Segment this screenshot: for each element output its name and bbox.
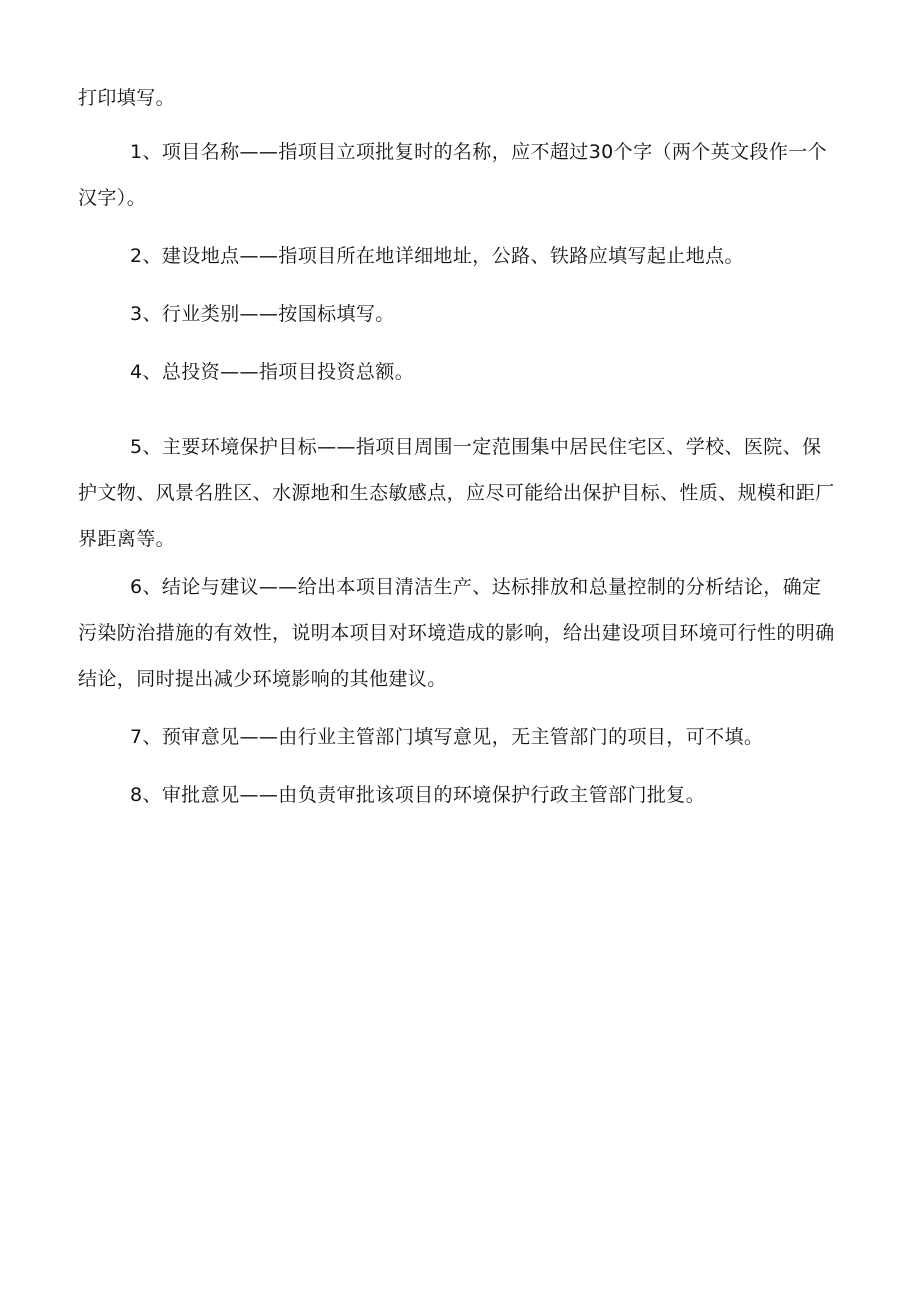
paragraph-item-3-industry-category: 3、行业类别——按国标填写。 <box>130 303 395 325</box>
paragraph-continuation: 打印填写。 <box>78 87 176 109</box>
paragraph-item-6-conclusions: 6、结论与建议——给出本项目清洁生产、达标排放和总量控制的分析结论，确定污染防治措施的有效性，说明本项目对环境造成的影响，给出建设项目环境可行性的明确结论，同时提出减少环境影响的其他建议。 <box>78 576 835 690</box>
paragraph-item-8-approval: 8、审批意见——由负责审批该项目的环境保护行政主管部门批复。 <box>130 784 706 806</box>
paragraph-item-4-total-investment: 4、总投资——指项目投资总额。 <box>130 361 415 383</box>
paragraph-item-7-pre-review: 7、预审意见——由行业主管部门填写意见，无主管部门的项目，可不填。 <box>130 726 764 748</box>
paragraph-item-2-construction-site: 2、建设地点——指项目所在地详细地址，公路、铁路应填写起止地点。 <box>130 245 744 267</box>
paragraph-item-1-project-name: 1、项目名称——指项目立项批复时的名称，应不超过30个字（两个英文段作一个汉字）。 <box>78 141 828 209</box>
paragraph-item-5-protection-targets: 5、主要环境保护目标——指项目周围一定范围集中居民住宅区、学校、医院、保护文物、风景名胜区、水源地和生态敏感点，应尽可能给出保护目标、性质、规模和距厂界距离等。 <box>78 436 835 550</box>
